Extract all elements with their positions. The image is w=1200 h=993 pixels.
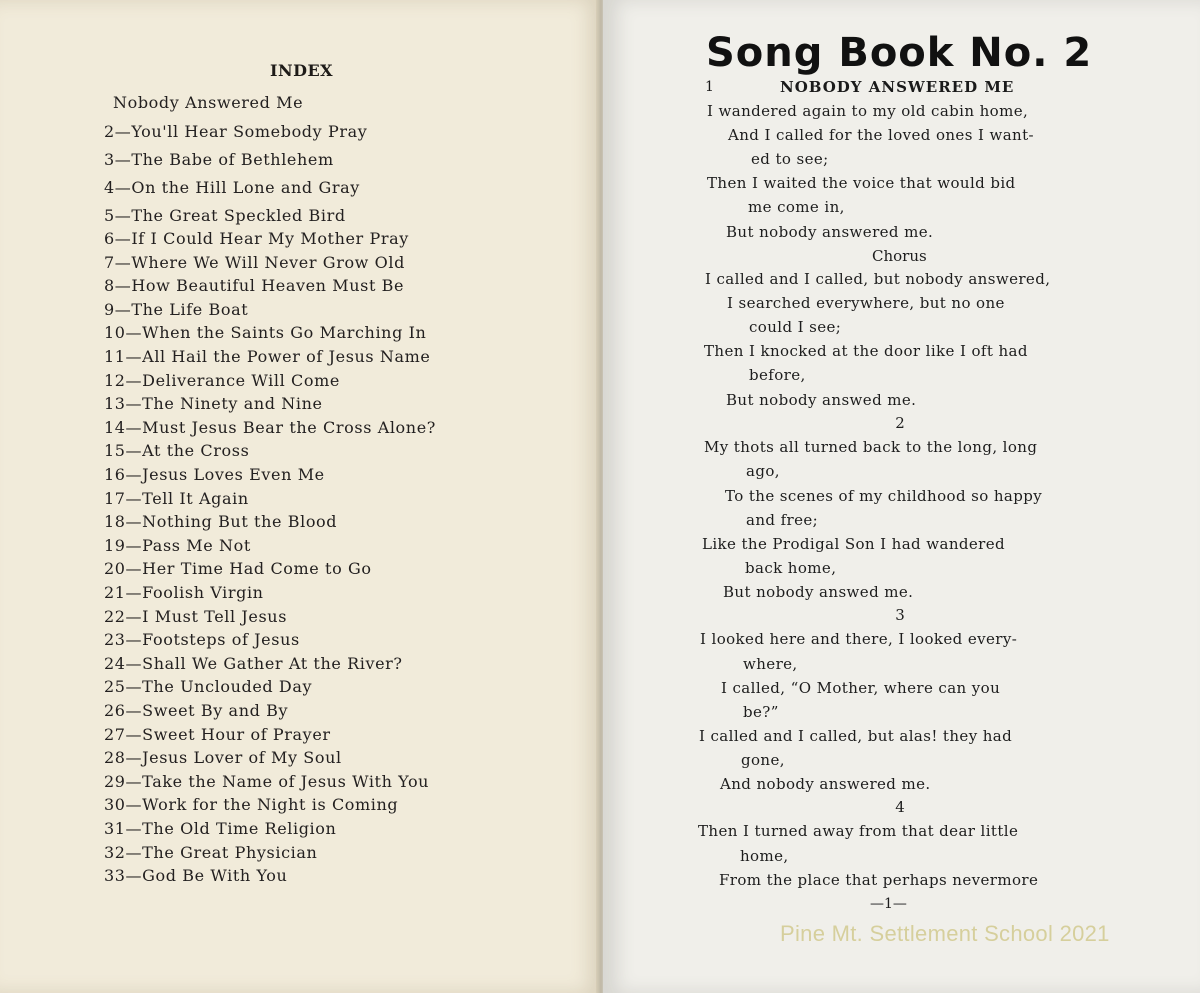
index-item: 4—On the Hill Lone and Gray bbox=[104, 178, 360, 197]
lyric-line: back home, bbox=[745, 559, 837, 577]
index-item: 25—The Unclouded Day bbox=[104, 677, 313, 697]
index-item: 9—The Life Boat bbox=[104, 299, 249, 319]
index-item: 23—Footsteps of Jesus bbox=[104, 630, 300, 650]
lyric-line: But nobody answed me. bbox=[723, 583, 914, 601]
index-item: 11—All Hail the Power of Jesus Name bbox=[104, 347, 431, 367]
index-item: 33—God Be With You bbox=[104, 866, 288, 886]
index-item: Nobody Answered Me bbox=[113, 93, 304, 112]
lyric-line: From the place that perhaps nevermore bbox=[719, 871, 1039, 889]
index-item: 31—The Old Time Religion bbox=[104, 818, 337, 838]
chorus-label: Chorus bbox=[872, 247, 927, 265]
index-item: 24—Shall We Gather At the River? bbox=[104, 653, 403, 673]
lyric-line: I called and I called, but alas! they had bbox=[699, 727, 1013, 745]
index-item: 29—Take the Name of Jesus With You bbox=[104, 771, 430, 791]
watermark: Pine Mt. Settlement School 2021 bbox=[780, 921, 1110, 946]
index-item: 32—The Great Physician bbox=[104, 842, 318, 862]
index-title: INDEX bbox=[270, 61, 334, 80]
index-item: 22—I Must Tell Jesus bbox=[104, 606, 288, 626]
index-item: 27—Sweet Hour of Prayer bbox=[104, 724, 331, 744]
index-item: 20—Her Time Had Come to Go bbox=[104, 559, 372, 579]
verse-number: 2 bbox=[895, 414, 905, 432]
index-item: 18—Nothing But the Blood bbox=[104, 512, 338, 532]
lyric-line: gone, bbox=[741, 751, 785, 769]
lyric-line: But nobody answed me. bbox=[726, 391, 917, 409]
page-number: —1— bbox=[870, 896, 907, 912]
lyric-line: where, bbox=[743, 655, 798, 673]
lyric-line: I called, “O Mother, where can you bbox=[721, 679, 1001, 697]
lyric-line: I wandered again to my old cabin home, bbox=[707, 102, 1029, 120]
lyric-line: before, bbox=[749, 366, 806, 384]
song-number: 1 bbox=[705, 79, 714, 95]
index-item: 17—Tell It Again bbox=[104, 488, 249, 508]
index-item: 6—If I Could Hear My Mother Pray bbox=[104, 229, 409, 249]
index-item: 21—Foolish Virgin bbox=[104, 583, 264, 602]
verse-number: 3 bbox=[895, 606, 905, 624]
index-item: 12—Deliverance Will Come bbox=[104, 370, 340, 390]
lyric-line: and free; bbox=[746, 511, 819, 529]
verse-number: 4 bbox=[895, 798, 905, 816]
index-item: 2—You'll Hear Somebody Pray bbox=[104, 122, 368, 141]
index-item: 5—The Great Speckled Bird bbox=[104, 205, 346, 225]
index-item: 14—Must Jesus Bear the Cross Alone? bbox=[104, 417, 436, 437]
lyric-line: could I see; bbox=[749, 318, 842, 336]
index-item: 26—Sweet By and By bbox=[104, 700, 289, 720]
index-item: 3—The Babe of Bethlehem bbox=[104, 150, 334, 169]
lyric-line: ed to see; bbox=[751, 150, 829, 168]
song-title: NOBODY ANSWERED ME bbox=[780, 78, 1015, 96]
lyric-line: I called and I called, but nobody answered, bbox=[705, 270, 1051, 288]
lyric-line: And I called for the loved ones I want- bbox=[728, 126, 1035, 144]
index-item: 10—When the Saints Go Marching In bbox=[104, 323, 427, 343]
lyric-line: My thots all turned back to the long, long bbox=[704, 438, 1038, 456]
book-title: Song Book No. 2 bbox=[706, 30, 1093, 76]
index-item: 28—Jesus Lover of My Soul bbox=[104, 748, 342, 768]
lyric-line: To the scenes of my childhood so happy bbox=[725, 487, 1043, 505]
lyric-line: But nobody answered me. bbox=[726, 223, 934, 241]
index-item: 7—Where We Will Never Grow Old bbox=[104, 252, 405, 272]
lyric-line: be?” bbox=[743, 703, 779, 721]
index-list bbox=[104, 92, 436, 888]
index-item: 15—At the Cross bbox=[104, 441, 250, 461]
lyric-line: Like the Prodigal Son I had wandered bbox=[702, 535, 1006, 553]
index-item: 30—Work for the Night is Coming bbox=[104, 795, 399, 815]
index-item: 13—The Ninety and Nine bbox=[104, 394, 323, 414]
lyric-line: I looked here and there, I looked every- bbox=[700, 630, 1018, 648]
lyric-line: Then I knocked at the door like I oft had bbox=[704, 342, 1028, 360]
index-item: 16—Jesus Loves Even Me bbox=[104, 465, 325, 485]
lyric-line: me come in, bbox=[748, 198, 845, 216]
lyric-line: Then I turned away from that dear little bbox=[698, 822, 1019, 840]
lyric-line: And nobody answered me. bbox=[720, 775, 931, 793]
lyric-line: ago, bbox=[746, 462, 780, 480]
index-item: 8—How Beautiful Heaven Must Be bbox=[104, 276, 405, 296]
lyric-line: Then I waited the voice that would bid bbox=[707, 174, 1016, 192]
lyric-line: I searched everywhere, but no one bbox=[727, 294, 1005, 312]
index-item: 19—Pass Me Not bbox=[104, 535, 251, 555]
lyric-line: home, bbox=[740, 847, 789, 865]
